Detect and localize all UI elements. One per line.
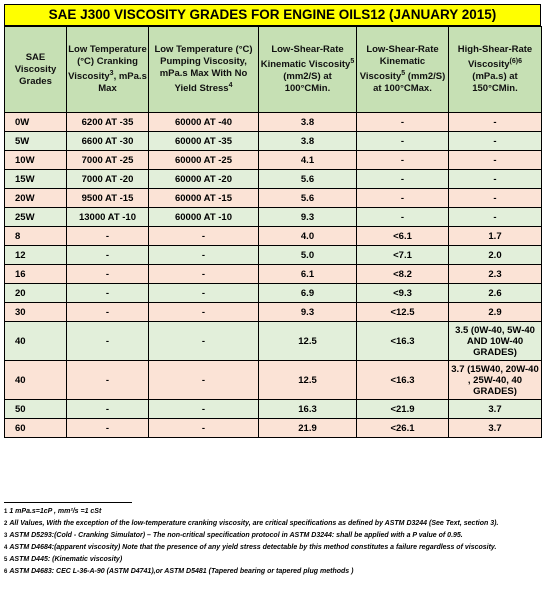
value-cell: - bbox=[67, 400, 149, 419]
value-cell: - bbox=[357, 151, 449, 170]
column-header-unit: (mPa.s) at 150°CMin. bbox=[472, 71, 518, 95]
footnote-number: 1 bbox=[4, 509, 8, 515]
column-header-unit: (mm2/S) at 100°CMax. bbox=[373, 71, 446, 95]
value-cell: 60000 AT -40 bbox=[149, 113, 259, 132]
footnote-text: ASTM D4683: CEC L-36-A-90 (ASTM D4741),or ASTM D5481 (Tapered bearing or tapered plug methods ) bbox=[9, 568, 354, 575]
grade-cell: 12 bbox=[5, 246, 67, 265]
value-cell: 9500 AT -15 bbox=[67, 189, 149, 208]
value-cell: - bbox=[357, 170, 449, 189]
table-row bbox=[5, 170, 542, 189]
table-title: SAE J300 VISCOSITY GRADES FOR ENGINE OILS12 (JANUARY 2015) bbox=[4, 4, 541, 26]
column-header-text: Low Temperature (°C) Cranking Viscosity bbox=[68, 43, 147, 83]
value-cell: 13000 AT -10 bbox=[67, 208, 149, 227]
value-cell: 60000 AT -20 bbox=[149, 170, 259, 189]
value-cell: 3.7 bbox=[449, 400, 542, 419]
value-cell: - bbox=[149, 227, 259, 246]
value-cell: - bbox=[449, 113, 542, 132]
footnote bbox=[4, 531, 541, 541]
column-header-5 bbox=[357, 27, 449, 113]
footnote-divider bbox=[4, 502, 132, 503]
value-cell: - bbox=[149, 419, 259, 438]
value-cell: 60000 AT -25 bbox=[149, 151, 259, 170]
column-header-text: Low-Shear-Rate Kinematic Viscosity bbox=[260, 43, 351, 71]
value-cell: - bbox=[357, 132, 449, 151]
value-cell: 7000 AT -20 bbox=[67, 170, 149, 189]
grade-cell: 16 bbox=[5, 265, 67, 284]
grade-cell: 0W bbox=[5, 113, 67, 132]
value-cell: 3.7 bbox=[449, 419, 542, 438]
footnote-number: 6 bbox=[4, 569, 8, 575]
value-cell: 60000 AT -10 bbox=[149, 208, 259, 227]
table-row bbox=[5, 189, 542, 208]
value-cell: 2.0 bbox=[449, 246, 542, 265]
footnote-ref: (6)6 bbox=[509, 57, 522, 65]
column-header-2 bbox=[67, 27, 149, 113]
value-cell: - bbox=[67, 419, 149, 438]
footnote-text: 1 mPa.s=1cP , mm²/s =1 cSt bbox=[9, 508, 102, 515]
footnote-text: ASTM D445: (Kinematic viscosity) bbox=[9, 556, 123, 563]
table-row bbox=[5, 227, 542, 246]
value-cell: <12.5 bbox=[357, 303, 449, 322]
value-cell: - bbox=[357, 189, 449, 208]
table-row bbox=[5, 322, 542, 361]
grade-cell: 50 bbox=[5, 400, 67, 419]
value-cell: 3.7 (15W40, 20W-40 , 25W-40, 40 GRADES) bbox=[449, 361, 542, 400]
grade-cell: 20W bbox=[5, 189, 67, 208]
grade-cell: 8 bbox=[5, 227, 67, 246]
value-cell: - bbox=[67, 361, 149, 400]
value-cell: 5.0 bbox=[259, 246, 357, 265]
table-row bbox=[5, 303, 542, 322]
value-cell: 5.6 bbox=[259, 189, 357, 208]
value-cell: - bbox=[67, 284, 149, 303]
value-cell: 3.5 (0W-40, 5W-40 AND 10W-40 GRADES) bbox=[449, 322, 542, 361]
value-cell: - bbox=[67, 303, 149, 322]
value-cell: - bbox=[149, 361, 259, 400]
value-cell: - bbox=[449, 189, 542, 208]
value-cell: 6600 AT -30 bbox=[67, 132, 149, 151]
table-row bbox=[5, 284, 542, 303]
value-cell: <16.3 bbox=[357, 361, 449, 400]
value-cell: 9.3 bbox=[259, 303, 357, 322]
table-row bbox=[5, 400, 542, 419]
column-header-6 bbox=[449, 27, 542, 113]
value-cell: - bbox=[449, 170, 542, 189]
footnote bbox=[4, 507, 541, 517]
table-body bbox=[5, 113, 542, 438]
value-cell: 9.3 bbox=[259, 208, 357, 227]
value-cell: 12.5 bbox=[259, 322, 357, 361]
grade-cell: 20 bbox=[5, 284, 67, 303]
value-cell: 60000 AT -35 bbox=[149, 132, 259, 151]
value-cell: - bbox=[149, 400, 259, 419]
value-cell: 6.1 bbox=[259, 265, 357, 284]
value-cell: 12.5 bbox=[259, 361, 357, 400]
value-cell: - bbox=[67, 227, 149, 246]
value-cell: 2.9 bbox=[449, 303, 542, 322]
footnote-text: All Values, With the exception of the low-temperature cranking viscosity, are critical specifications as defined by ASTM D3244 (See Text, section 3). bbox=[9, 520, 499, 527]
viscosity-table bbox=[4, 26, 542, 438]
value-cell: - bbox=[357, 113, 449, 132]
footnote-list bbox=[4, 507, 541, 577]
value-cell: - bbox=[149, 303, 259, 322]
column-header-3 bbox=[149, 27, 259, 113]
grade-cell: 40 bbox=[5, 361, 67, 400]
column-header-4 bbox=[259, 27, 357, 113]
value-cell: 3.8 bbox=[259, 113, 357, 132]
grade-cell: 40 bbox=[5, 322, 67, 361]
column-header-text: Low-Shear-Rate Kinematic Viscosity bbox=[359, 43, 439, 83]
column-header-1 bbox=[5, 27, 67, 113]
table-row bbox=[5, 113, 542, 132]
value-cell: <8.2 bbox=[357, 265, 449, 284]
header-row bbox=[5, 27, 542, 113]
value-cell: 4.0 bbox=[259, 227, 357, 246]
footnote bbox=[4, 555, 541, 565]
column-header-unit: (mm2/S) at 100°CMin. bbox=[283, 71, 332, 95]
value-cell: 6.9 bbox=[259, 284, 357, 303]
value-cell: 60000 AT -15 bbox=[149, 189, 259, 208]
value-cell: <21.9 bbox=[357, 400, 449, 419]
value-cell: 1.7 bbox=[449, 227, 542, 246]
value-cell: - bbox=[449, 208, 542, 227]
footnote-number: 2 bbox=[4, 521, 8, 527]
value-cell: <6.1 bbox=[357, 227, 449, 246]
value-cell: <26.1 bbox=[357, 419, 449, 438]
value-cell: <7.1 bbox=[357, 246, 449, 265]
column-header-text: SAE Viscosity Grades bbox=[14, 51, 57, 87]
value-cell: - bbox=[357, 208, 449, 227]
grade-cell: 25W bbox=[5, 208, 67, 227]
footnote-ref: 4 bbox=[228, 81, 233, 89]
value-cell: 7000 AT -25 bbox=[67, 151, 149, 170]
value-cell: 4.1 bbox=[259, 151, 357, 170]
value-cell: 6200 AT -35 bbox=[67, 113, 149, 132]
footnote-number: 5 bbox=[4, 557, 8, 563]
value-cell: 2.3 bbox=[449, 265, 542, 284]
value-cell: - bbox=[149, 322, 259, 361]
value-cell: <9.3 bbox=[357, 284, 449, 303]
value-cell: - bbox=[449, 132, 542, 151]
column-header-text: Low Temperature (°C) Pumping Viscosity, mPa.s Max With No Yield Stress bbox=[154, 43, 253, 95]
value-cell: - bbox=[67, 246, 149, 265]
footnote-number: 4 bbox=[4, 545, 8, 551]
table-row bbox=[5, 132, 542, 151]
value-cell: 21.9 bbox=[259, 419, 357, 438]
footnote-text: ASTM D5293:(Cold - Cranking Simulator) – The non-critical specification protocol in ASTM D3244: shall be applied with a P value of 0.95. bbox=[9, 532, 463, 539]
value-cell: 3.8 bbox=[259, 132, 357, 151]
value-cell: - bbox=[67, 265, 149, 284]
grade-cell: 15W bbox=[5, 170, 67, 189]
value-cell: 2.6 bbox=[449, 284, 542, 303]
value-cell: - bbox=[149, 284, 259, 303]
value-cell: 5.6 bbox=[259, 170, 357, 189]
footnote-ref: 3 bbox=[109, 69, 114, 77]
grade-cell: 5W bbox=[5, 132, 67, 151]
table-row bbox=[5, 151, 542, 170]
value-cell: - bbox=[149, 265, 259, 284]
grade-cell: 30 bbox=[5, 303, 67, 322]
grade-cell: 10W bbox=[5, 151, 67, 170]
column-header-unit: , mPa.s Max bbox=[98, 71, 147, 95]
footnote bbox=[4, 543, 541, 553]
table-row bbox=[5, 246, 542, 265]
footnote bbox=[4, 567, 541, 577]
value-cell: - bbox=[449, 151, 542, 170]
column-header-text: High-Shear-Rate Viscosity bbox=[457, 43, 533, 71]
footnotes bbox=[4, 502, 541, 579]
table-row bbox=[5, 265, 542, 284]
footnote-ref: 5 bbox=[350, 57, 355, 65]
value-cell: - bbox=[67, 322, 149, 361]
table-row bbox=[5, 361, 542, 400]
footnote bbox=[4, 519, 541, 529]
footnote-text: ASTM D4684:(apparent viscosity) Note that the presence of any yield stress detectable by this method constitutes a failure regardless of viscosity. bbox=[9, 544, 497, 551]
table-row bbox=[5, 208, 542, 227]
value-cell: 16.3 bbox=[259, 400, 357, 419]
grade-cell: 60 bbox=[5, 419, 67, 438]
footnote-ref: 5 bbox=[401, 69, 406, 77]
footnote-number: 3 bbox=[4, 533, 8, 539]
value-cell: - bbox=[149, 246, 259, 265]
table-row bbox=[5, 419, 542, 438]
value-cell: <16.3 bbox=[357, 322, 449, 361]
